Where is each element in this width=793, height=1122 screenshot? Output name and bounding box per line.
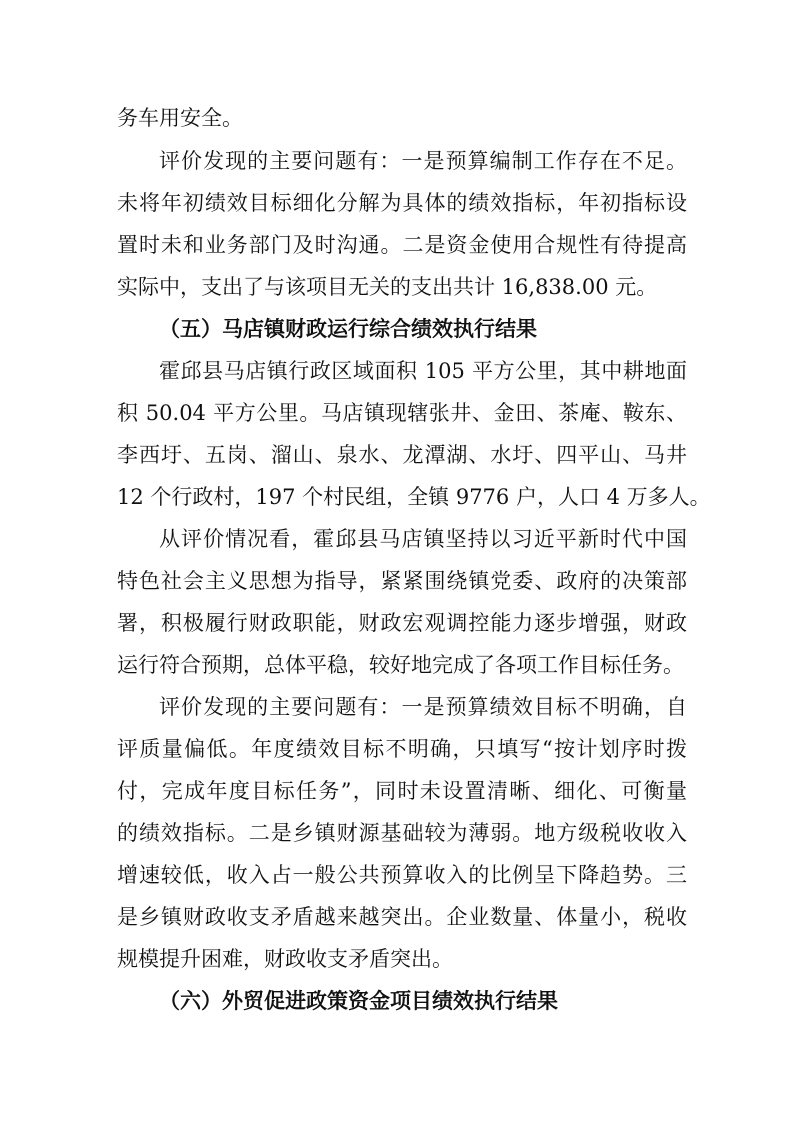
paragraph-line: 置时未和业务部门及时沟通。二是资金使用合规性有待提高: [117, 233, 687, 257]
paragraph-line: 李西圩、五岗、溜山、泉水、龙潭湖、水圩、四平山、马井: [117, 443, 687, 467]
paragraph-line: 12 个行政村，197 个村民组，全镇 9776 户，人口 4 万多人。: [117, 485, 711, 509]
paragraph-line: 付，完成年度目标任务”，同时未设置清晰、细化、可衡量: [117, 779, 687, 803]
paragraph-line: 的绩效指标。二是乡镇财源基础较为薄弱。地方级税收收入: [117, 821, 687, 845]
paragraph-line: 霍邱县马店镇行政区域面积 105 平方公里，其中耕地面: [159, 359, 687, 383]
section-heading-six: （六）外贸促进政策资金项目绩效执行结果: [159, 989, 558, 1013]
paragraph-line: 评质量偏低。年度绩效目标不明确，只填写“按计划序时拨: [117, 737, 687, 761]
paragraph-line: 实际中，支出了与该项目无关的支出共计 16,838.00 元。: [117, 275, 658, 299]
paragraph-line: 特色社会主义思想为指导，紧紧围绕镇党委、政府的决策部: [117, 569, 687, 593]
paragraph-line: 规模提升困难，财政收支矛盾突出。: [117, 947, 453, 971]
paragraph-line: 务车用安全。: [117, 106, 243, 130]
paragraph-line: 署，积极履行财政职能，财政宏观调控能力逐步增强，财政: [117, 611, 687, 635]
paragraph-line: 运行符合预期，总体平稳，较好地完成了各项工作目标任务。: [117, 653, 684, 677]
paragraph-line: 是乡镇财政收支矛盾越来越突出。企业数量、体量小，税收: [117, 905, 687, 929]
paragraph-line: 评价发现的主要问题有：一是预算编制工作存在不足。: [159, 149, 687, 173]
paragraph-line: 从评价情况看，霍邱县马店镇坚持以习近平新时代中国: [159, 527, 687, 551]
paragraph-line: 增速较低，收入占一般公共预算收入的比例呈下降趋势。三: [117, 863, 687, 887]
paragraph-line: 评价发现的主要问题有：一是预算绩效目标不明确，自: [159, 695, 687, 719]
paragraph-line: 积 50.04 平方公里。马店镇现辖张井、金田、茶庵、鞍东、: [117, 401, 687, 425]
section-heading-five: （五）马店镇财政运行综合绩效执行结果: [159, 317, 537, 341]
paragraph-line: 未将年初绩效目标细化分解为具体的绩效指标，年初指标设: [117, 191, 687, 215]
